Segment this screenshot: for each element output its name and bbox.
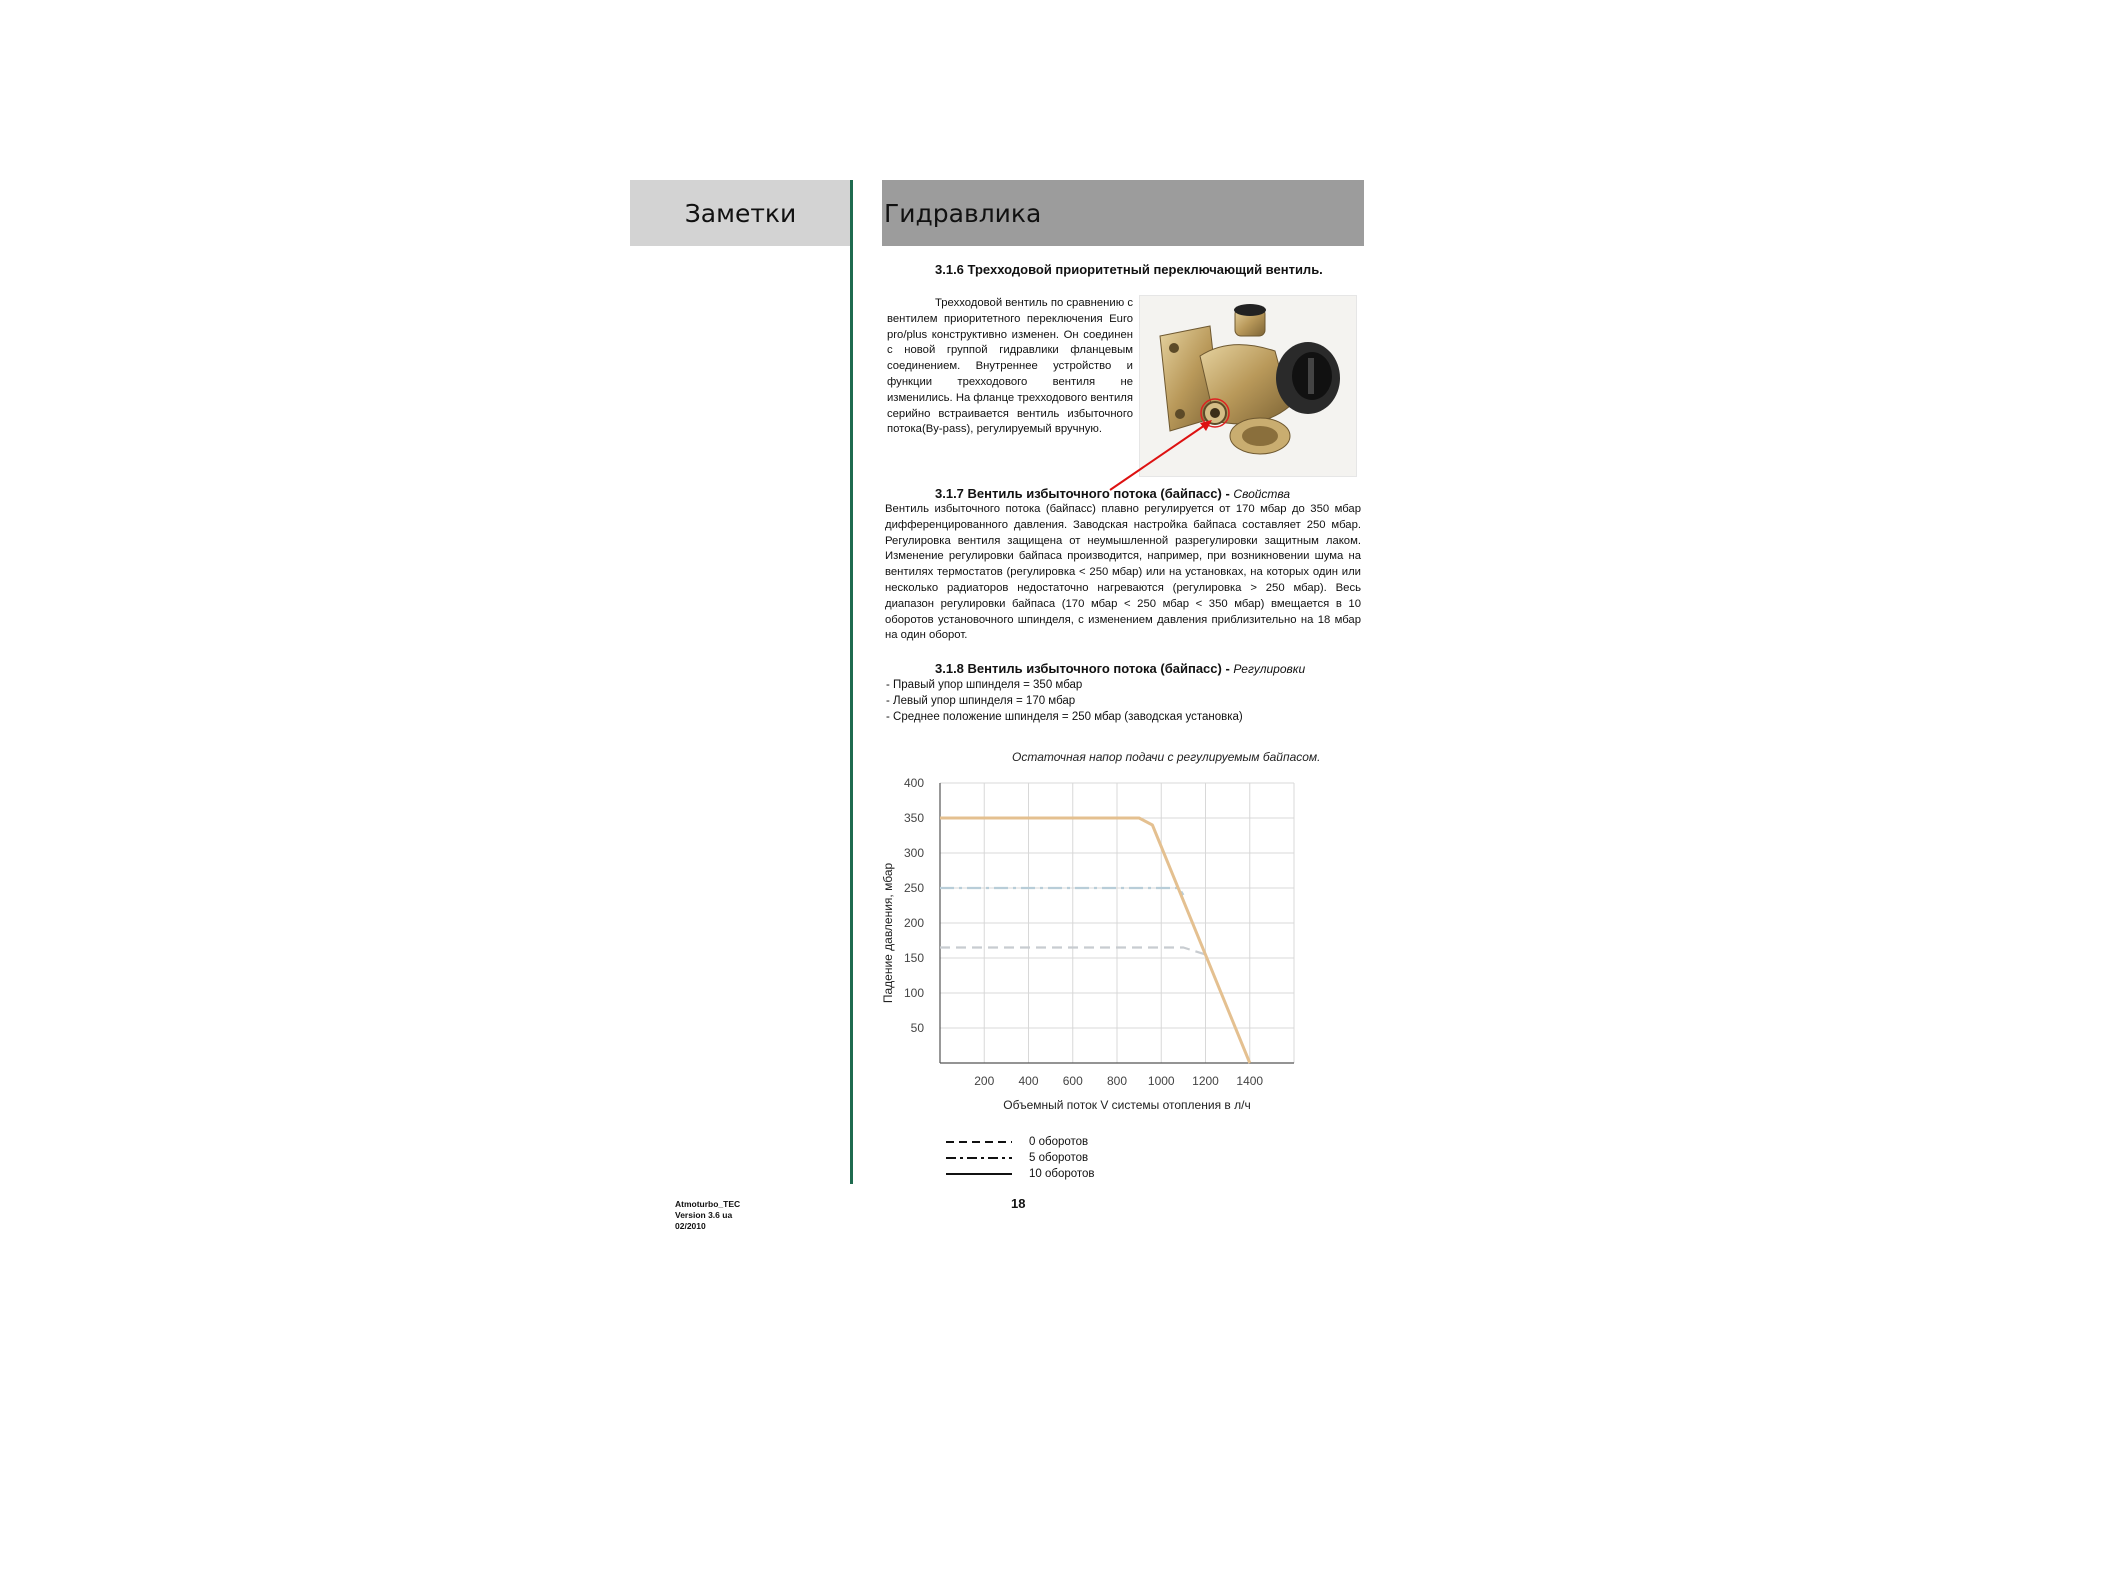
legend-item-2 [944, 1166, 1095, 1182]
section-header [882, 180, 1364, 246]
legend-item-1 [944, 1150, 1089, 1166]
heading-3-1-7 [935, 486, 1290, 501]
doc-name: Atmoturbo_TEC [675, 1199, 741, 1209]
page-number: 18 [1011, 1196, 1026, 1211]
pointer-arrow [1100, 400, 1220, 500]
x-tick-label: 400 [1018, 1074, 1039, 1088]
list-item: - Левый упор шпинделя = 170 мбар [886, 695, 1076, 707]
legend-swatch-dashdot [944, 1150, 1014, 1166]
y-tick-label: 400 [903, 776, 924, 790]
doc-date: 02/2010 [675, 1221, 706, 1231]
list-item: - Среднее положение шпинделя = 250 мбар (заводская установка) [886, 711, 1243, 723]
y-tick-label: 150 [903, 951, 924, 965]
y-tick-label: 250 [903, 881, 924, 895]
series-line-1 [940, 888, 1183, 895]
notes-header [630, 180, 851, 246]
heading-3-1-8 [935, 661, 1305, 676]
x-tick-label: 1000 [1147, 1074, 1175, 1088]
heading-3-1-8-text: 3.1.8 Вентиль избыточного потока (байпасс) - [935, 661, 1230, 676]
legend-swatch-solid [944, 1166, 1014, 1182]
legend-label: 0 оборотов [1029, 1136, 1089, 1148]
y-tick-label: 300 [903, 846, 924, 860]
intro-paragraph: Трехходовой вентиль по сравнению с вентилем приоритетного переключения Euro pro/plus конструктивно изменен. Он соединен с новой группой гидравлики фланцевым соединением. Внутреннее устройство и функции трехходового вентиля не изменились. На фланце трехходового вентиля серийно встраивается вентиль избыточного потока(By-pass), регулируемый вручную. [887, 297, 1133, 436]
section-title: Гидравлика [884, 198, 1042, 228]
settings-list [886, 677, 1243, 725]
notes-title: Заметки [684, 198, 797, 228]
y-tick-label: 200 [903, 916, 924, 930]
series-line-2 [940, 818, 1250, 1063]
y-tick-label: 350 [903, 811, 924, 825]
x-tick-label: 200 [974, 1074, 995, 1088]
heading-3-1-7-sub: Свойства [1233, 487, 1291, 501]
legend-label: 10 оборотов [1029, 1168, 1095, 1180]
heading-3-1-6: 3.1.6 Трехходовой приоритетный переключающий вентиль. [935, 262, 1323, 277]
x-tick-label: 1400 [1236, 1074, 1264, 1088]
y-tick-label: 50 [910, 1021, 924, 1035]
doc-version-info [675, 1199, 740, 1232]
chart-title: Остаточная напор подачи с регулируемым байпасом. [1012, 750, 1321, 764]
x-tick-label: 600 [1062, 1074, 1083, 1088]
legend-item-0 [944, 1134, 1089, 1150]
y-axis-label: Падение давления, мбар [881, 862, 895, 1004]
heading-3-1-8-sub: Регулировки [1233, 662, 1306, 676]
legend-swatch-dashed [944, 1134, 1014, 1150]
list-item: - Правый упор шпинделя = 350 мбар [886, 679, 1083, 691]
bypass-properties-paragraph: Вентиль избыточного потока (байпасс) плавно регулируется от 170 мбар до 350 мбар дифференцированного давления. Заводская настройка байпаса составляет 250 мбар. Регулировка вентиля защищена от неумышленной разрегулировки защитным лаком. Изменение регулировки байпаса производится, например, при возникновении шума на вентилях термостатов (регулировка < 250 мбар) или на установках, на которых один или несколько радиаторов недостаточно нагреваются (регулировка > 250 мбар). Весь диапазон регулировки байпаса (170 мбар < 250 мбар < 350 мбар) вмещается в 10 оборотов установочного шпинделя, с изменением давления приблизительно на 18 мбар на один оборот. [885, 503, 1361, 642]
doc-version: Version 3.6 ua [675, 1210, 733, 1220]
pressure-chart [880, 770, 1370, 1120]
vertical-divider [850, 180, 853, 1184]
x-axis-label: Объемный поток V системы отопления в л/ч [1003, 1098, 1251, 1112]
x-tick-label: 800 [1106, 1074, 1128, 1088]
legend-label: 5 оборотов [1029, 1152, 1089, 1164]
heading-3-1-7-text: 3.1.7 Вентиль избыточного потока (байпасс) - [935, 486, 1230, 501]
x-tick-label: 1200 [1192, 1074, 1219, 1088]
y-tick-label: 100 [903, 986, 924, 1000]
